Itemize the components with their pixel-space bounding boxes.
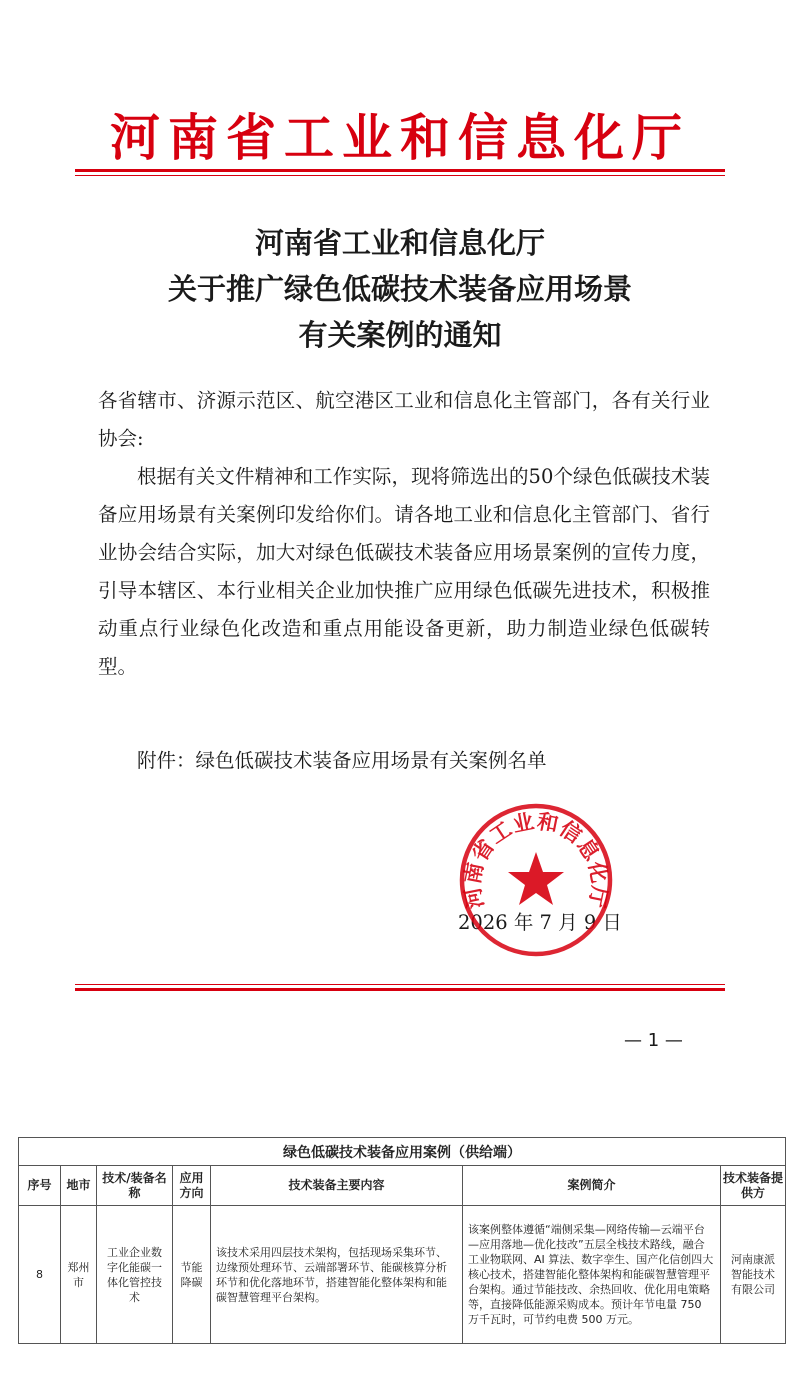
footer-red-rule-thick xyxy=(75,988,725,991)
header-no: 序号 xyxy=(19,1166,61,1206)
issue-date: 2026 年 7 月 9 日 xyxy=(458,911,622,934)
header-content: 技术装备主要内容 xyxy=(211,1166,463,1206)
document-header-org-name: 河南省工业和信息化厅 xyxy=(110,108,690,167)
title-line-3: 有关案例的通知 xyxy=(298,318,502,352)
cell-intro: 该案例整体遵循“端侧采集—网络传输—云端平台—应用落地—优化技改”五层全栈技术路线，融合工业物联网、AI 算法、数字孪生、国产化信创四大核心技术，搭建智能化整体架构和能碳智慧管理平台架构。通过节能技改、余热回收、优化用电策略等，直接降低能源采购成本。预计年节电量 750 万千瓦时，可节约电费 500 万元。 xyxy=(463,1206,721,1344)
addressee: 各省辖市、济源示范区、航空港区工业和信息化主管部门，各有关行业协会: xyxy=(98,389,710,450)
footer-red-rule-thin xyxy=(75,984,725,985)
cell-no: 8 xyxy=(19,1206,61,1344)
title-line-2: 关于推广绿色低碳技术装备应用场景 xyxy=(167,272,632,306)
header-intro: 案例简介 xyxy=(463,1166,721,1206)
table-row xyxy=(19,1206,786,1344)
cell-direction: 节能降碳 xyxy=(173,1206,211,1344)
page-number: — 1 — xyxy=(624,1030,683,1051)
header-red-rule-thick xyxy=(75,169,725,172)
page-break xyxy=(0,1080,800,1135)
cell-tech-name: 工业企业数字化能碳一体化管控技术 xyxy=(97,1206,173,1344)
table-title: 绿色低碳技术装备应用案例（供给端） xyxy=(19,1138,786,1166)
document-title xyxy=(0,220,800,358)
header-provider: 技术装备提供方 xyxy=(721,1166,786,1206)
attachment-line: 附件：绿色低碳技术装备应用场景有关案例名单 xyxy=(137,749,547,772)
title-line-1: 河南省工业和信息化厅 xyxy=(254,226,545,260)
header-red-rule-thin xyxy=(75,175,725,176)
cell-provider: 河南康派智能技术有限公司 xyxy=(721,1206,786,1344)
svg-text:河南省工业和信息化厅: 河南省工业和信息化厅 xyxy=(459,808,613,911)
cases-table xyxy=(18,1137,786,1344)
cell-city: 郑州市 xyxy=(61,1206,97,1344)
cell-content: 该技术采用四层技术架构，包括现场采集环节、边缘预处理环节、云端部署环节、能碳核算分析环节和优化落地环节，搭建智能化整体架构和能碳智慧管理平台架构。 xyxy=(211,1206,463,1344)
official-seal-icon xyxy=(456,800,616,960)
header-direction: 应用方向 xyxy=(173,1166,211,1206)
header-tech-name: 技术/装备名称 xyxy=(97,1166,173,1206)
body-paragraph: 根据有关文件精神和工作实际，现将筛选出的50个绿色低碳技术装备应用场景有关案例印发给你们。请各地工业和信息化主管部门、省行业协会结合实际，加大对绿色低碳技术装备应用场景案例的宣传力度，引导本辖区、本行业相关企业加快推广应用绿色低碳先进技术，积极推动重点行业绿色化改造和重点用能设备更新，助力制造业绿色低碳转型。 xyxy=(98,465,710,678)
header-city: 地市 xyxy=(61,1166,97,1206)
